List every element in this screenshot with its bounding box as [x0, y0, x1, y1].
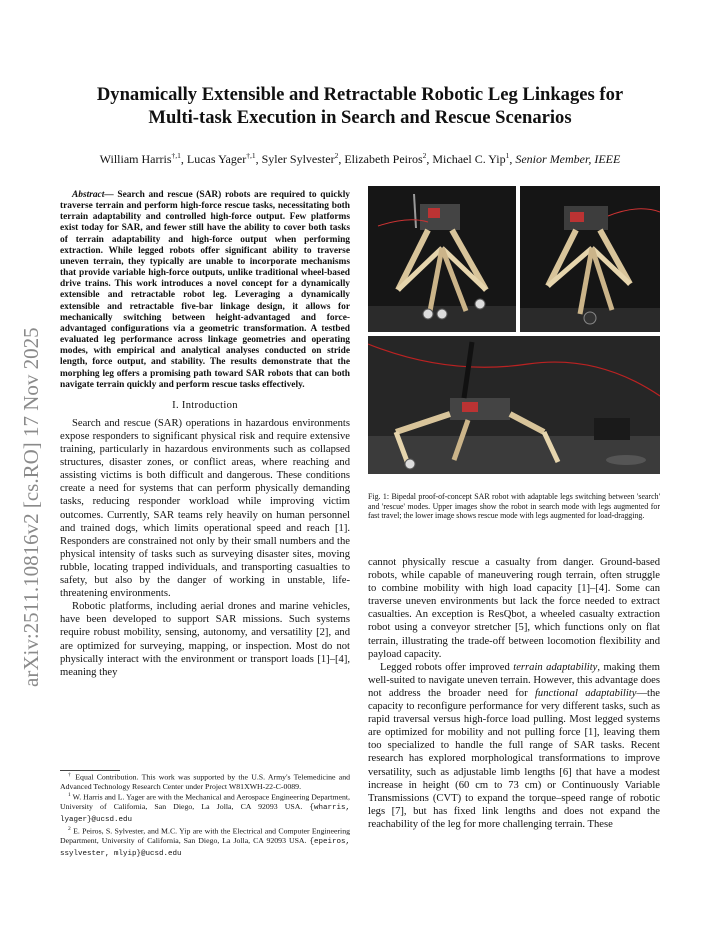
author-name: Syler Sylvester — [261, 152, 335, 166]
author-name: Lucas Yager — [186, 152, 247, 166]
footnote-mark: 1 — [68, 792, 71, 799]
arxiv-stamp-text: arXiv:2511.10816v2 [cs.RO] 17 Nov 2025 — [19, 327, 43, 687]
left-column — [60, 190, 350, 679]
author-sup: 2 — [422, 151, 427, 160]
author-name: Elizabeth Peiros — [344, 152, 423, 166]
author-name: William Harris — [99, 152, 172, 166]
author-sup: †,1 — [171, 151, 181, 160]
right-paragraph-2-part: Legged robots offer improved — [380, 661, 514, 673]
section-heading-introduction: I. Introduction — [172, 399, 238, 411]
robot-photo-search-mode-left — [368, 186, 516, 332]
arxiv-stamp — [8, 232, 48, 692]
footnote-mark: † — [68, 772, 73, 778]
footnote-2 — [60, 791, 350, 825]
footnote-email: {epeiros, ssylvester, mlyip}@ucsd.edu — [60, 838, 350, 858]
right-column — [368, 556, 660, 831]
intro-paragraph-2: Robotic platforms, including aerial drones and marine vehicles, have been developed to support SAR missions. Such systems require robust mobility, sensing, autonomy, and versatility [2], and are optimized for surveying, mapping, or inspection. Most do not physically interact with the environment or transport loads [1]–[4], meaning they — [60, 601, 350, 678]
author-title: Senior Member, IEEE — [515, 152, 621, 166]
author-sup: 1 — [505, 151, 510, 160]
right-paragraph-2 — [368, 661, 660, 831]
footnote-email: {wharris, lyager}@ucsd.edu — [60, 804, 350, 824]
robot-photo-rescue-mode — [368, 336, 660, 474]
author-name: Michael C. Yip — [432, 152, 506, 166]
footnote-mark: 2 — [68, 826, 71, 833]
title-line-2: Multi-task Execution in Search and Rescue Scenarios — [148, 107, 572, 128]
footnotes — [60, 770, 350, 859]
intro-paragraph-1: Search and rescue (SAR) operations in hazardous environments expose responders to significant physical risk and require extensive training, particularly in hazardous environments such as collapsed structures, disaster zones, or conflict areas, where reaching and assisting victims is both difficult and dangerous. These conditions create a need for systems that can perform physically demanding tasks, reducing responder workload while improving victim outcomes. Currently, SAR teams rely heavily on human personnel and trained dogs, which limits operational speed and reach [1]. Responders are constrained not only by their small numbers and the physical intensity of tasks such as surveying disaster sites, moving rubble, locating trapped individuals, and transporting casualties to safety, but also by the danger of working in unstable, life-threatening environments. — [60, 417, 350, 600]
right-paragraph-2-part: , making them well-suited to navigate uneven terrain. However, this advantage does not address the broader need for — [368, 661, 660, 699]
robot-photo-search-mode-right — [520, 186, 660, 332]
paper-title — [60, 83, 660, 129]
title-line-1: Dynamically Extensible and Retractable Robotic Leg Linkages for — [96, 84, 624, 105]
figure-caption: Fig. 1: Bipedal proof-of-concept SAR robot with adaptable legs switching between 'search' and 'rescue' modes. Upper images show the robot in search mode with legs augmented for fast travel; the lower image shows rescue mode with legs augmented for load-dragging. — [368, 492, 660, 520]
right-paragraph-2-part: —the capacity to reconfigure performance for very different tasks, such as rapid traversal versus high-force load pulling. Most legged systems are optimized for mobility and not pulling force [1], leaving them too specialized to handle the full range of SAR tasks. Recent research has explored morphological transformations to improve versatility, such as adjustable limb lengths [6] that have a modest increase in height (60 cm to 73 cm) or Continuously Variable Transmissions (CVT) to expand the torque–speed range of robotic legs [7], but has fixed link lengths and does not expand the reachability of the leg for more challenging terrain. These — [368, 687, 660, 830]
right-paragraph-2-emphasis: functional adaptability — [534, 687, 637, 699]
abstract-label: Abstract — [72, 190, 105, 200]
footnote-3 — [60, 825, 350, 859]
footnote-text: E. Peiros, S. Sylvester, and M.C. Yip are with the Electrical and Computer Engineering Department, University of California, San Diego, La Jolla, CA 92093 USA. — [60, 826, 350, 846]
right-paragraph-2-emphasis: terrain adaptability — [513, 661, 598, 673]
footnote-1 — [60, 771, 350, 791]
right-paragraph-1: cannot physically rescue a casualty from danger. Ground-based robots, while capable of maneuvering rough terrain, often struggle to combine mobility with high load capacity [1]–[4]. Some can traverse uneven environments but lack the force needed to extract casualties. An exception is ResQbot, a wheeled casualty extraction robot using a conveyor stretcher [5], which functions only on flat terrain, illustrating the trade-off between locomotion flexibility and payload capacity. — [368, 557, 660, 660]
abstract — [60, 190, 350, 391]
author-sup: †,1 — [246, 151, 256, 160]
footnote-text: Equal Contribution. This work was supported by the U.S. Army's Telemedicine and Advanced Technology Research Center under Project W81XWH-22-C-0089. — [60, 772, 350, 791]
footnote-text: W. Harris and L. Yager are with the Mechanical and Aerospace Engineering Department, University of California, San Diego, La Jolla, CA 92093 USA. — [60, 793, 350, 812]
author-sup: 2 — [334, 151, 339, 160]
author-list: William Harris$^{\dagger,1}$, Lucas Yager$^{\dagger,1}$, Syler Sylvester$^2$, Elizabeth Peiros$^2$, Michael C. Yip$^1$, Senior Member, IEEE — [99, 151, 621, 166]
abstract-text: — Search and rescue (SAR) robots are required to quickly traverse terrain and perform high-force rescue tasks, necessitating both terrain adaptability and controlled high-force output. Few platforms exist today for SAR, and fewer still have the ability to cover both tasks of terrain adaptability and high-force output when performing extraction. While legged robots offer significant ability to traverse uneven terrain, they typically are unable to incorporate mechanisms that provide variable high-force outputs, unlike traditional wheel-based drive trains. This work introduces a novel concept for a dynamically extensible and retractable robot leg. Leveraging a dynamically extensible and retractable five-bar linkage design, it allows for mechanically switching between height-advantaged and force-advantaged configurations via a geometric transformation. A testbed evaluated leg performance across linkage geometries and operating modes, with empirical and analytical analyses conducted on stride length, force output, and stability. The results demonstrate that the morphing leg offers a promising path toward SAR robots that can both navigate terrain quickly and perform rescue tasks effectively. — [60, 190, 350, 390]
